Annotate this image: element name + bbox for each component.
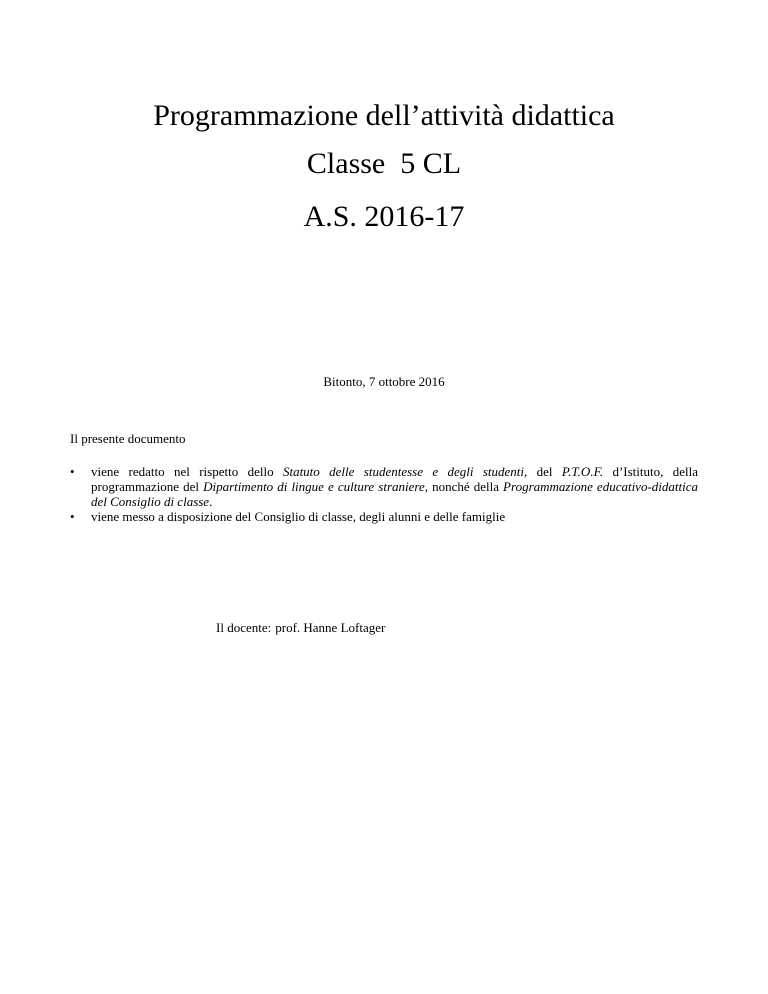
bullet-icon: • (70, 464, 75, 479)
list-item-text: viene messo a disposizione del Consiglio di classe, degli alunni e delle famiglie (91, 509, 506, 524)
list-item (70, 509, 698, 524)
bullet-list (70, 464, 698, 524)
signature-line (216, 620, 385, 636)
text-fragment: viene redatto nel rispetto dello (91, 464, 283, 479)
document-title: Programmazione dell’attività didattica (153, 99, 615, 132)
ptof-reference: P.T.O.F. (561, 464, 604, 479)
list-item-text (91, 464, 698, 509)
bullet-icon: • (70, 509, 75, 524)
school-year-heading: A.S. 2016-17 (303, 200, 465, 233)
intro-text: Il presente documento (70, 431, 186, 446)
class-heading: Classe 5 CL (306, 147, 462, 180)
programmazione-reference: Programmazione educativo-didattica del Consiglio di classe (91, 479, 698, 509)
text-fragment: , del (524, 464, 562, 479)
place-date: Bitonto, 7 ottobre 2016 (323, 374, 445, 389)
statuto-reference: Statuto delle studentesse e degli studenti (282, 464, 525, 479)
teacher-name: prof. Hanne Loftager (275, 620, 386, 635)
department-reference: Dipartimento di lingue e culture straniere (203, 479, 425, 494)
text-fragment: d’Istituto, della programmazione del (91, 464, 699, 494)
list-item (70, 464, 698, 509)
signature-label: Il docente: (216, 620, 272, 635)
text-fragment: . (209, 494, 213, 509)
text-fragment: , nonché della (424, 479, 504, 494)
